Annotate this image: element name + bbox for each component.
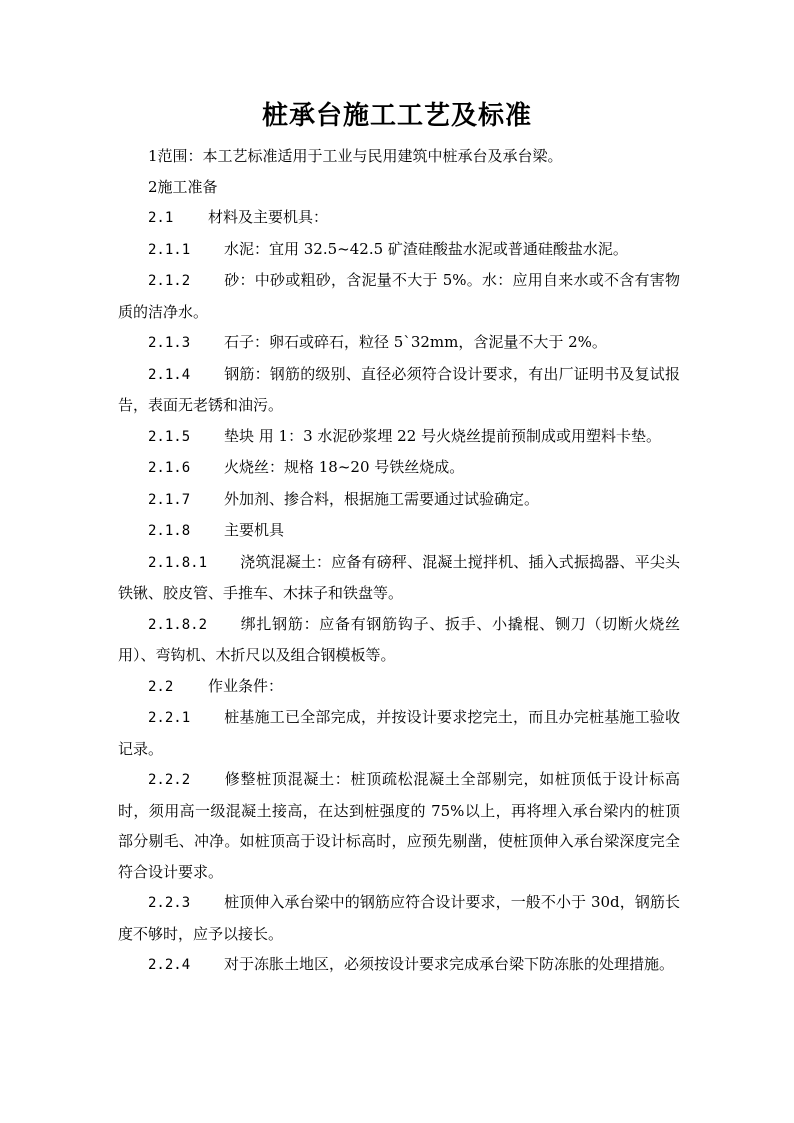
paragraph-2-1-8: 2.1.8 主要机具 [118, 515, 680, 547]
section-number: 2.1.1 [148, 241, 191, 258]
section-number: 2.1.5 [148, 428, 191, 445]
section-number: 2.2 [148, 678, 174, 695]
paragraph-scope: 1范围：本工艺标准适用于工业与民用建筑中桩承台及承台梁。 [148, 147, 563, 165]
paragraph-2-1-7: 2.1.7 外加剂、掺合料，根据施工需要通过试验确定。 [118, 484, 680, 516]
section-number: 2.2.2 [148, 772, 191, 788]
section-number: 2.1 [148, 210, 174, 226]
section-number: 2.2.1 [148, 710, 191, 726]
section-number: 2.1.6 [148, 460, 191, 476]
paragraph-2-1-3: 2.1.3 石子：卵石或碎石，粒径 5`32mm，含泥量不大于 2%。 [118, 327, 680, 359]
section-number: 2.1.8.2 [148, 616, 208, 633]
paragraph-2-1-1: 2.1.1 水泥：宜用 32.5~42.5 矿渣硅酸盐水泥或普通硅酸盐水泥。 [118, 234, 680, 266]
paragraph-2-2-3: 2.2.3 桩顶伸入承台梁中的钢筋应符合设计要求，一般不小于 30d，钢筋长度不够时，应予以接长。 [118, 887, 680, 949]
section-number: 2.2.3 [148, 895, 191, 911]
section-number: 2.1.7 [148, 491, 191, 508]
paragraph-2-1: 2.1 材料及主要机具： [118, 202, 680, 234]
section-number: 2.2.4 [148, 957, 191, 973]
paragraph-2-1-2: 2.1.2 砂：中砂或粗砂，含泥量不大于 5%。水：应用自来水或不含有害物质的洁净水。 [118, 265, 680, 327]
section-number: 2.1.2 [148, 273, 191, 289]
paragraph-2-1-8-2: 2.1.8.2 绑扎钢筋：应备有钢筋钩子、扳手、小撬棍、铡刀（切断火烧丝用）、弯钩机、木折尺以及组合钢模板等。 [118, 609, 680, 671]
document-title: 桩承台施工工艺及标准 [261, 101, 532, 131]
paragraph-preparation: 2施工准备 [148, 177, 218, 196]
paragraph-2-2-1: 2.2.1 桩基施工已全部完成，并按设计要求挖完土，而且办完桩基施工验收记录。 [118, 702, 680, 764]
paragraph-2-1-6: 2.1.6 火烧丝：规格 18~20 号铁丝烧成。 [118, 452, 680, 484]
section-number: 2.1.8 [148, 523, 191, 539]
paragraph-2-1-4: 2.1.4 钢筋：钢筋的级别、直径必须符合设计要求，有出厂证明书及复试报告，表面无老锈和油污。 [118, 359, 680, 421]
section-number: 2.1.4 [148, 366, 191, 383]
paragraph-2-2-2: 2.2.2 修整桩顶混凝土：桩顶疏松混凝土全部剔完，如桩顶低于设计标高时，须用高一级混凝土接高，在达到桩强度的 75%以上，再将埋入承台梁内的桩顶部分剔毛、冲净。如桩顶高于设计标高时，应预先剔凿，使桩顶伸入承台梁深度完全符合设计要求。 [118, 764, 680, 887]
document-body [118, 141, 680, 981]
paragraph-2-2-4: 2.2.4 对于冻胀土地区，必须按设计要求完成承台梁下防冻胀的处理措施。 [118, 949, 680, 981]
section-number: 2.1.3 [148, 335, 191, 351]
section-number: 2.1.8.1 [148, 554, 208, 571]
paragraph-2-1-5: 2.1.5 垫块 用 1：3 水泥砂浆埋 22 号火烧丝提前预制成或用塑料卡垫。 [118, 421, 680, 453]
paragraph-2-1-8-1: 2.1.8.1 浇筑混凝土：应备有磅秤、混凝土搅拌机、插入式振捣器、平尖头铁锹、胶皮管、手推车、木抹子和铁盘等。 [118, 547, 680, 609]
paragraph-2-2: 2.2 作业条件： [118, 671, 680, 703]
